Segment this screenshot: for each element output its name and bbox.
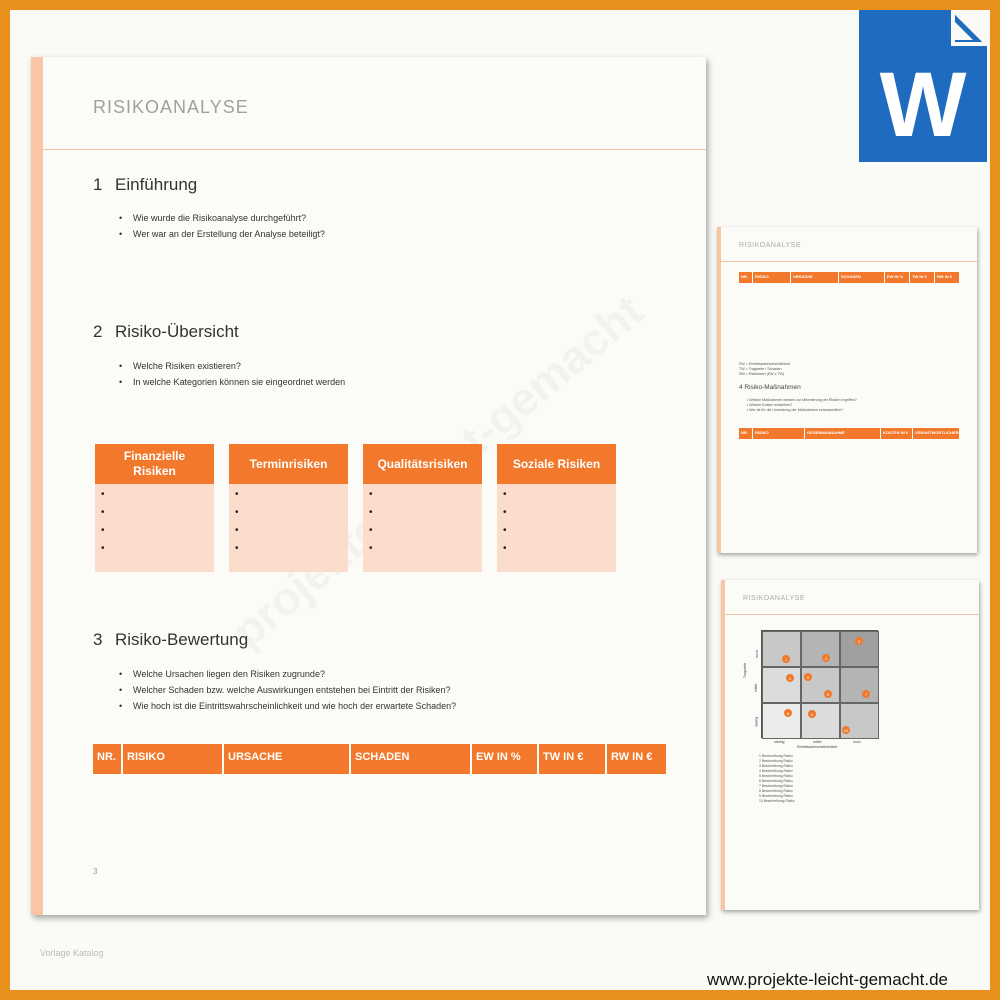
document-page-main <box>31 57 706 915</box>
legend-line: TW = Tragweite / Schaden <box>739 367 782 371</box>
risk-dot: 8 <box>784 709 792 717</box>
bullet-list-1 <box>119 210 325 242</box>
list-item: 5 Beschreibung Risiko <box>759 774 793 778</box>
column-header: GEGENMAßNAHME <box>805 428 881 439</box>
bullet-list-3 <box>119 666 456 714</box>
bullet-dot: • <box>503 489 507 500</box>
list-item: • Welche Maßnahmen werden zur Minimierung der Risiken ergriffen? <box>747 398 857 403</box>
matrix-cell <box>762 667 801 703</box>
column-header: RISIKO <box>753 428 805 439</box>
column-header: NR. <box>93 744 123 774</box>
category-box-schedule <box>229 444 348 572</box>
bullet-dot: • <box>369 525 373 536</box>
y-axis-label: Tragweite <box>743 662 747 678</box>
column-header: SCHADEN <box>839 272 885 283</box>
list-item: • Welcher Schaden bzw. welche Auswirkungen entstehen bei Eintritt der Risiken? <box>119 682 456 698</box>
list-item: 7 Beschreibung Risiko <box>759 784 793 788</box>
list-item: 4 Beschreibung Risiko <box>759 769 793 773</box>
title-divider <box>43 149 706 150</box>
list-item: 2 Beschreibung Risiko <box>759 759 793 763</box>
section-heading-2 <box>93 322 239 342</box>
list-item: • Welche Ursachen liegen den Risiken zugrunde? <box>119 666 456 682</box>
matrix-cell <box>840 667 879 703</box>
section-heading-text: Risiko-Übersicht <box>115 322 239 341</box>
bullet-list-2 <box>119 358 345 390</box>
section-heading-3 <box>93 630 248 650</box>
mini-risk-table-header <box>739 272 959 283</box>
list-item: • In welche Kategorien können sie eingeordnet werden <box>119 374 345 390</box>
list-item: 3 Beschreibung Risiko <box>759 764 793 768</box>
section-number: 3 <box>93 630 103 649</box>
list-item: • Wie hoch ist die Eintrittswahrscheinlichkeit und wie hoch der erwartete Schaden? <box>119 698 456 714</box>
page-side-stripe <box>31 57 43 915</box>
x-axis-label: Eintrittswahrscheinlichkeit <box>797 745 838 749</box>
section-number: 1 <box>93 175 103 194</box>
list-item: 1 Beschreibung Risiko <box>759 754 793 758</box>
page-number: 3 <box>93 867 98 876</box>
faint-footer-text: Vorlage Katalog <box>40 948 104 958</box>
matrix-cell <box>762 703 801 739</box>
section-heading-text: Risiko-Bewertung <box>115 630 249 649</box>
document-page-preview-1 <box>717 227 977 553</box>
word-logo-letter: W <box>879 54 967 156</box>
column-header: NR. <box>739 428 753 439</box>
bullet-dot: • <box>235 543 239 554</box>
column-header: URSACHE <box>791 272 839 283</box>
list-item: • Welche Kosten entstehen? <box>747 403 857 408</box>
bullet-dot: • <box>503 543 507 554</box>
bullet-dot: • <box>503 525 507 536</box>
bullet-dot: • <box>101 525 105 536</box>
category-title: Qualitätsrisiken <box>363 444 482 484</box>
risk-dot: 9 <box>808 710 816 718</box>
category-title: Soziale Risiken <box>497 444 616 484</box>
bullet-dot: • <box>101 543 105 554</box>
legend-line: RW = Risikowert (EW x TW) <box>739 372 785 376</box>
risk-dot: 5 <box>804 673 812 681</box>
risk-dot: 1 <box>782 655 790 663</box>
page-side-stripe <box>721 580 725 910</box>
list-item: 8 Beschreibung Risiko <box>759 789 793 793</box>
column-header: TW IN € <box>539 744 607 774</box>
section-heading: 4 Risiko-Maßnahmen <box>739 384 801 391</box>
y-tick-label: mittel <box>754 683 759 693</box>
bullet-dot: • <box>369 489 373 500</box>
bullet-dot: • <box>235 489 239 500</box>
risk-legend-list <box>759 754 795 804</box>
list-item: 10 Beschreibung Risiko <box>759 799 795 803</box>
bullet-dot: • <box>369 543 373 554</box>
column-header: RW IN € <box>607 744 666 774</box>
page-side-stripe <box>717 227 721 553</box>
column-header: SCHADEN <box>351 744 472 774</box>
risk-dot: 6 <box>824 690 832 698</box>
list-item: • Wie wurde die Risikoanalyse durchgeführt? <box>119 210 325 226</box>
section-heading-text: Einführung <box>115 175 198 194</box>
list-item: • Wer ist für die Umsetzung der Maßnahmen verantwortlich? <box>747 408 857 413</box>
column-header: EW IN % <box>472 744 539 774</box>
x-tick-label: niedrig <box>774 740 785 744</box>
preview-title: RISIKOANALYSE <box>743 595 806 602</box>
risk-dot: 4 <box>786 674 794 682</box>
list-item: • Wer war an der Erstellung der Analyse beteiligt? <box>119 226 325 242</box>
site-url: www.projekte-leicht-gemacht.de <box>707 970 948 989</box>
bullet-dot: • <box>235 507 239 518</box>
column-header: RW IN € <box>935 272 959 283</box>
column-header: VERANTWORTLICHER <box>913 428 959 439</box>
bullet-dot: • <box>503 507 507 518</box>
y-tick-label: niedrig <box>754 716 759 728</box>
risk-dot: 10 <box>843 727 849 733</box>
column-header: NR. <box>739 272 753 283</box>
legend-line: EW = Eintrittswahrscheinlichkeit <box>739 362 791 366</box>
x-tick-label: hoch <box>853 740 861 744</box>
bullet-dot: • <box>369 507 373 518</box>
risk-dot: 2 <box>822 654 830 662</box>
risk-table-header <box>93 744 666 774</box>
category-box-quality <box>363 444 482 572</box>
title-divider <box>725 614 979 615</box>
preview-title: RISIKOANALYSE <box>739 242 802 249</box>
word-icon <box>859 10 987 162</box>
list-item: • Welche Risiken existieren? <box>119 358 345 374</box>
matrix-cell <box>801 703 840 739</box>
column-header: RISIKO <box>753 272 791 283</box>
y-tick-label: hoch <box>754 650 759 658</box>
bullet-dot: • <box>101 489 105 500</box>
document-page-preview-2 <box>721 580 979 910</box>
column-header: KOSTEN IN € <box>881 428 913 439</box>
risk-dot: 3 <box>855 637 863 645</box>
bullet-dot: • <box>101 507 105 518</box>
section-heading-1 <box>93 175 197 195</box>
bullet-dot: • <box>235 525 239 536</box>
list-item: 6 Beschreibung Risiko <box>759 779 793 783</box>
section-number: 2 <box>93 322 103 341</box>
document-title: RISIKOANALYSE <box>93 97 249 117</box>
matrix-cell <box>801 631 840 667</box>
mini-measures-table-header <box>739 428 959 439</box>
category-title: Terminrisiken <box>229 444 348 484</box>
risk-matrix <box>761 630 878 738</box>
matrix-cell <box>762 631 801 667</box>
category-title: Finanzielle Risiken <box>95 444 214 484</box>
bullet-list <box>747 398 857 413</box>
column-header: TW IN € <box>910 272 935 283</box>
column-header: EW IN % <box>885 272 910 283</box>
category-box-social <box>497 444 616 572</box>
risk-dot: 7 <box>862 690 870 698</box>
list-item: 9 Beschreibung Risiko <box>759 794 793 798</box>
category-box-finance <box>95 444 214 572</box>
column-header: RISIKO <box>123 744 224 774</box>
title-divider <box>721 261 977 262</box>
column-header: URSACHE <box>224 744 351 774</box>
x-tick-label: mittel <box>813 740 822 744</box>
